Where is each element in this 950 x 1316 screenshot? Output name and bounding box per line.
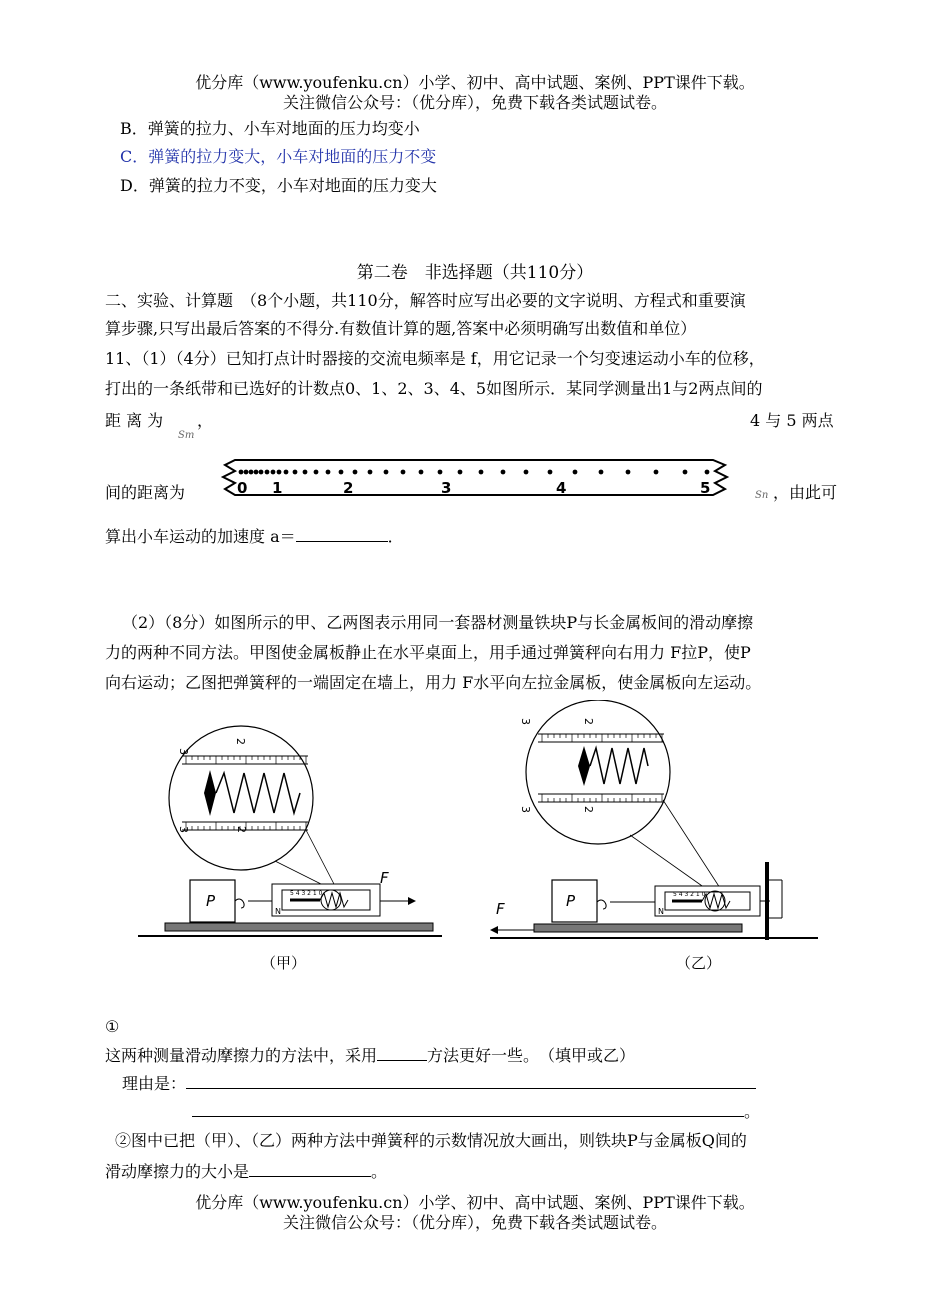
accel-answer-blank[interactable] — [296, 525, 388, 542]
q11-p1-line2: 打出的一条纸带和已选好的计数点0、1、2、3、4、5如图所示．某同学测量出1与2两点间的 — [105, 379, 763, 398]
yi-mag-top-2: 2 — [582, 718, 595, 725]
yi-scale-n: N — [658, 907, 664, 916]
tape-outline — [223, 460, 727, 495]
q11-p2-line3: 向右运动；乙图把弹簧秤的一端固定在墙上，用力 F水平向左拉金属板，使金属板向左运动。 — [105, 673, 762, 692]
yi-mag-top-3: 3 — [519, 718, 532, 725]
jia-mag-top-3: 3 — [177, 748, 190, 755]
section-desc-1: 二、实验、计算题 （8个小题，共110分，解答时应写出必要的文字说明、方程式和重要演 — [105, 291, 746, 310]
tape-label-4: 4 — [556, 479, 567, 497]
q11-p1-line4-start: 间的距离为 — [105, 483, 186, 502]
section-desc-2: 算步骤,只写出最后答案的不得分.有数值计算的题,答案中必须明确写出数值和单位） — [105, 319, 697, 338]
jia-mag-bot-2: 2 — [235, 826, 248, 833]
q1-prompt: 这两种测量滑动摩擦力的方法中，采用 — [105, 1046, 378, 1065]
accel-prompt: 算出小车运动的加速度 a＝ — [105, 527, 296, 546]
yi-block-label: P — [566, 892, 576, 910]
tape-dot — [548, 470, 553, 475]
yi-scale-digits: 5 4 3 2 1 0 — [673, 891, 706, 898]
yi-mag-bot-2: 2 — [582, 806, 595, 813]
reason-blank-1[interactable] — [186, 1072, 756, 1089]
q11-p2-line1: （2）（8分）如图所示的甲、乙两图表示用同一套器材测量铁块P与长金属板间的滑动摩擦 — [122, 613, 754, 632]
accel-period: ． — [387, 527, 404, 546]
circled-number-1: ① — [105, 1017, 120, 1036]
option-b: B．弹簧的拉力、小车对地面的压力均变小 — [120, 119, 420, 138]
tape-dot — [501, 470, 506, 475]
tape-dot — [401, 470, 406, 475]
tape-label-2: 2 — [343, 479, 354, 497]
tape-dot — [249, 470, 254, 475]
jia-scale-n: N — [275, 907, 281, 916]
q2-line1: ②图中已把（甲）、（乙）两种方法中弹簧秤的示数情况放大画出，则铁块P与金属板Q间的 — [115, 1131, 747, 1150]
figure-yi — [480, 700, 830, 980]
reason-end: 。 — [744, 1102, 761, 1121]
q11-p1-line3-start: 距 离 为 — [105, 411, 164, 430]
tape-dot — [271, 470, 276, 475]
tape-dot — [326, 470, 331, 475]
tape-dot — [438, 470, 443, 475]
yi-mag-bot-3: 3 — [519, 806, 532, 813]
header-line-1: 优分库（www.youfenku.cn）小学、初中、高中试题、案例、PPT课件下载。 — [195, 73, 755, 92]
q11-p1-line5 — [105, 525, 404, 548]
tape-dot — [573, 470, 578, 475]
tape-dot — [293, 470, 298, 475]
q11-p1-line3-comma: ， — [197, 411, 214, 430]
jia-block-label: P — [206, 892, 216, 910]
tape-dot — [353, 470, 358, 475]
option-d: D．弹簧的拉力不变，小车对地面的压力变大 — [120, 176, 437, 195]
tape-dot — [384, 470, 389, 475]
option-c: C．弹簧的拉力变大，小车对地面的压力不变 — [120, 147, 437, 166]
footer-line-2: 关注微信公众号：（优分库），免费下载各类试题试卷。 — [282, 1213, 667, 1232]
yi-caption: （乙） — [676, 954, 722, 972]
jia-scale-digits: 5 4 3 2 1 0 — [290, 890, 323, 897]
q11-p1-line3-end: 4 与 5 两点 — [750, 411, 834, 430]
tape-dot — [303, 470, 308, 475]
jia-mag-top-2: 2 — [234, 738, 247, 745]
q1-tail: 方法更好一些。 （填甲或乙） — [427, 1046, 636, 1065]
tape-dot — [479, 470, 484, 475]
q11-p1-line4-end: ，由此可 — [773, 483, 838, 502]
reason-label: 理由是： — [122, 1074, 187, 1093]
figure-jia — [130, 718, 450, 978]
tape-dot — [626, 470, 631, 475]
tape-dot — [259, 470, 264, 475]
jia-force-label: F — [380, 869, 389, 887]
tape-label-1: 1 — [272, 479, 283, 497]
tape-dot — [284, 470, 289, 475]
jia-mag-bot-3: 3 — [177, 826, 190, 833]
tape-dot — [239, 470, 244, 475]
q11-p1-line1: 11、（1）（4分）已知打点计时器接的交流电频率是 f，用它记录一个匀变速运动小车的位移， — [105, 349, 765, 368]
header-line-2: 关注微信公众号：（优分库），免费下载各类试题试卷。 — [282, 93, 667, 112]
reason-line — [122, 1072, 756, 1095]
jia-caption: （甲） — [261, 954, 307, 972]
tape-dot — [277, 470, 282, 475]
tape-dot — [654, 470, 659, 475]
symbol-sn: Sn — [755, 490, 769, 501]
tape-dot — [524, 470, 529, 475]
tape-dot — [339, 470, 344, 475]
paper-tape-figure — [215, 455, 735, 500]
section-title: 第二卷 非选择题（共110分） — [356, 263, 594, 283]
tape-label-0: 0 — [237, 479, 248, 497]
q2-prompt: 滑动摩擦力的大小是 — [105, 1162, 250, 1181]
reason-blank-2[interactable] — [192, 1100, 744, 1117]
tape-dot — [265, 470, 270, 475]
footer-line-1: 优分库（www.youfenku.cn）小学、初中、高中试题、案例、PPT课件下载。 — [195, 1193, 755, 1212]
q1-line — [105, 1044, 635, 1067]
tape-dot — [254, 470, 259, 475]
q2-line2 — [105, 1160, 387, 1183]
tape-label-3: 3 — [441, 479, 452, 497]
yi-force-label: F — [496, 900, 505, 918]
friction-answer-blank[interactable] — [249, 1160, 371, 1177]
tape-label-5: 5 — [700, 479, 711, 497]
tape-dot — [599, 470, 604, 475]
tape-dot — [368, 470, 373, 475]
tape-dot — [244, 470, 249, 475]
tape-dot — [419, 470, 424, 475]
tape-dot — [458, 470, 463, 475]
tape-dot — [683, 470, 688, 475]
q2-end: 。 — [371, 1162, 388, 1181]
tape-dot — [705, 470, 710, 475]
reason-line-2 — [192, 1100, 760, 1123]
q11-p2-line2: 力的两种不同方法。甲图使金属板静止在水平桌面上，用手通过弹簧秤向右用力 F拉P，使P — [105, 643, 751, 662]
method-answer-blank[interactable] — [377, 1044, 427, 1061]
tape-dot — [314, 470, 319, 475]
symbol-sm: Sm — [178, 430, 195, 441]
